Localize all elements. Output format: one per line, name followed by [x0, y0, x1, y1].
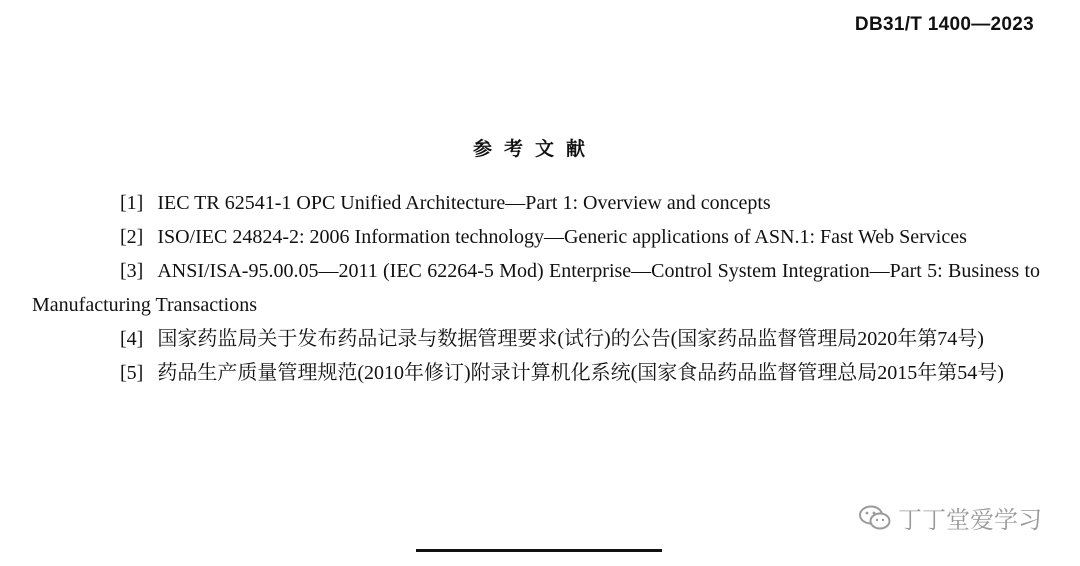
end-rule	[416, 549, 662, 552]
document-code: DB31/T 1400—2023	[854, 14, 1034, 35]
reference-number: [1]	[120, 192, 144, 214]
reference-list	[32, 186, 1040, 390]
reference-number: [4]	[120, 328, 144, 350]
reference-item	[32, 186, 1040, 220]
reference-number: [3]	[120, 260, 144, 282]
reference-item	[32, 322, 1040, 356]
reference-item	[32, 254, 1040, 322]
reference-item	[32, 220, 1040, 254]
section-title: 参考文献	[472, 138, 597, 160]
reference-text: ANSI/ISA-95.00.05—2011 (IEC 62264-5 Mod) Enterprise—Control System Integration—Part 5: Business to Manufacturing Transactions	[32, 260, 1040, 316]
reference-text: 药品生产质量管理规范(2010年修订)附录计算机化系统(国家食品药品监督管理总局2015年第54号)	[157, 362, 1004, 384]
reference-number: [5]	[120, 362, 144, 384]
watermark	[858, 500, 1042, 535]
watermark-text: 丁丁堂爱学习	[898, 506, 1042, 534]
reference-text: IEC TR 62541-1 OPC Unified Architecture—Part 1: Overview and concepts	[157, 192, 771, 214]
reference-text: ISO/IEC 24824-2: 2006 Information technology—Generic applications of ASN.1: Fast Web Services	[157, 226, 967, 248]
reference-number: [2]	[120, 226, 144, 248]
reference-item	[32, 356, 1040, 390]
reference-text: 国家药监局关于发布药品记录与数据管理要求(试行)的公告(国家药品监督管理局2020年第74号)	[157, 328, 984, 350]
wechat-icon	[858, 504, 892, 532]
